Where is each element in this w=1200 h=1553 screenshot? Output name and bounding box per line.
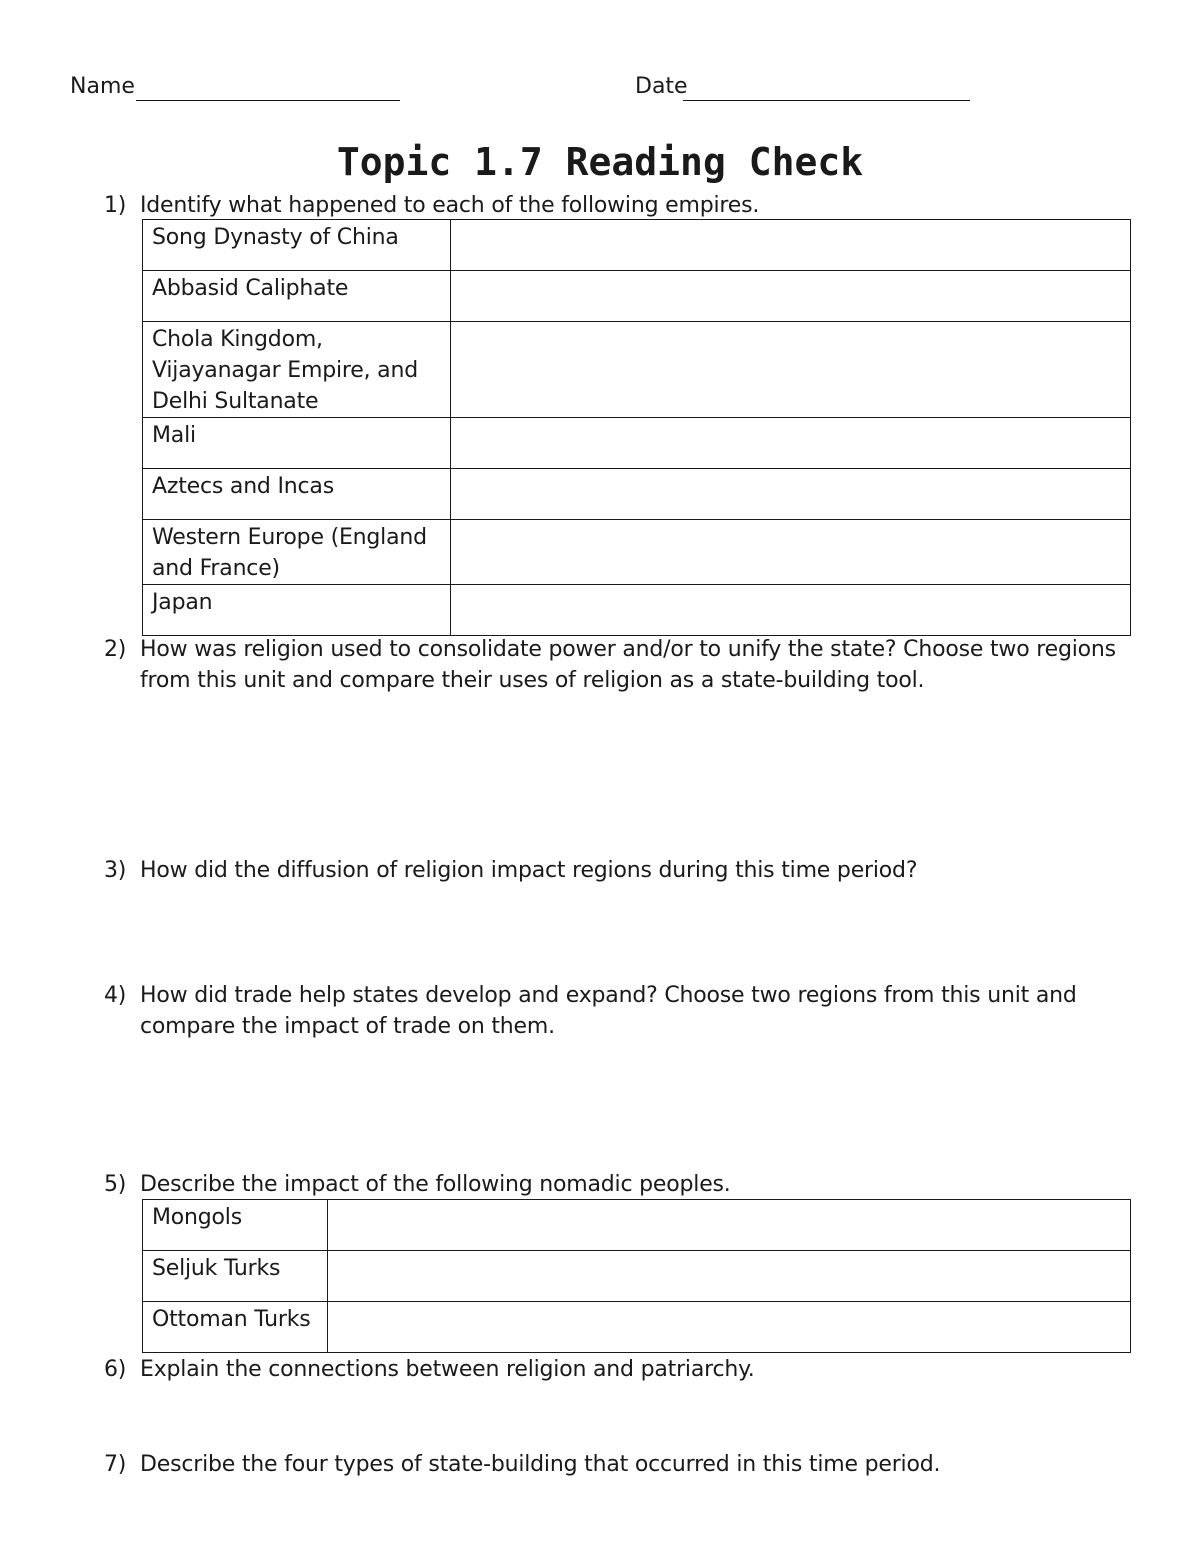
empire-label: Song Dynasty of China	[143, 220, 451, 271]
empire-label: Japan	[143, 585, 451, 636]
answer-cell[interactable]	[451, 418, 1131, 469]
question-text: Explain the connections between religion and patriarchy.	[140, 1357, 755, 1382]
nomads-table	[142, 1199, 1131, 1353]
answer-cell[interactable]	[328, 1302, 1131, 1353]
question-number: 7)	[104, 1452, 127, 1477]
table-row	[143, 469, 1131, 520]
table-row	[143, 1302, 1131, 1353]
empire-label: Mali	[143, 418, 451, 469]
date-field[interactable]	[683, 100, 970, 101]
answer-cell[interactable]	[328, 1200, 1131, 1251]
answer-cell[interactable]	[451, 271, 1131, 322]
table-row	[143, 520, 1131, 585]
answer-cell[interactable]	[451, 520, 1131, 585]
table-row	[143, 585, 1131, 636]
table-row	[143, 322, 1131, 418]
nomad-label: Ottoman Turks	[143, 1302, 328, 1353]
table-row	[143, 1200, 1131, 1251]
question-text: How did trade help states develop and expand? Choose two regions from this unit and compare the impact of trade on them.	[140, 983, 1077, 1039]
page-title: Topic 1.7 Reading Check	[336, 140, 864, 184]
question-text: Identify what happened to each of the following empires.	[140, 193, 760, 218]
table-row	[143, 271, 1131, 322]
question-text: Describe the four types of state-building that occurred in this time period.	[140, 1452, 941, 1477]
name-field[interactable]	[136, 100, 400, 101]
empire-label: Abbasid Caliphate	[143, 271, 451, 322]
question-text: How was religion used to consolidate power and/or to unify the state? Choose two regions from this unit and compare their uses of religion as a state-building tool.	[140, 637, 1116, 693]
answer-cell[interactable]	[451, 220, 1131, 271]
question-number: 5)	[104, 1172, 127, 1197]
empire-label: Chola Kingdom, Vijayanagar Empire, and Delhi Sultanate	[143, 322, 451, 418]
name-label: Name	[70, 74, 135, 99]
empire-label: Aztecs and Incas	[143, 469, 451, 520]
question-number: 2)	[104, 637, 127, 662]
nomad-label: Mongols	[143, 1200, 328, 1251]
question-number: 3)	[104, 858, 127, 883]
answer-cell[interactable]	[328, 1251, 1131, 1302]
question-number: 4)	[104, 983, 127, 1008]
table-row	[143, 220, 1131, 271]
empires-table	[142, 219, 1131, 636]
question-number: 6)	[104, 1357, 127, 1382]
question-text: Describe the impact of the following nomadic peoples.	[140, 1172, 731, 1197]
answer-cell[interactable]	[451, 469, 1131, 520]
date-label: Date	[635, 74, 688, 99]
question-number: 1)	[104, 193, 127, 218]
answer-cell[interactable]	[451, 585, 1131, 636]
answer-cell[interactable]	[451, 322, 1131, 418]
table-row	[143, 418, 1131, 469]
question-text: How did the diffusion of religion impact regions during this time period?	[140, 858, 918, 883]
table-row	[143, 1251, 1131, 1302]
nomad-label: Seljuk Turks	[143, 1251, 328, 1302]
empire-label: Western Europe (England and France)	[143, 520, 451, 585]
